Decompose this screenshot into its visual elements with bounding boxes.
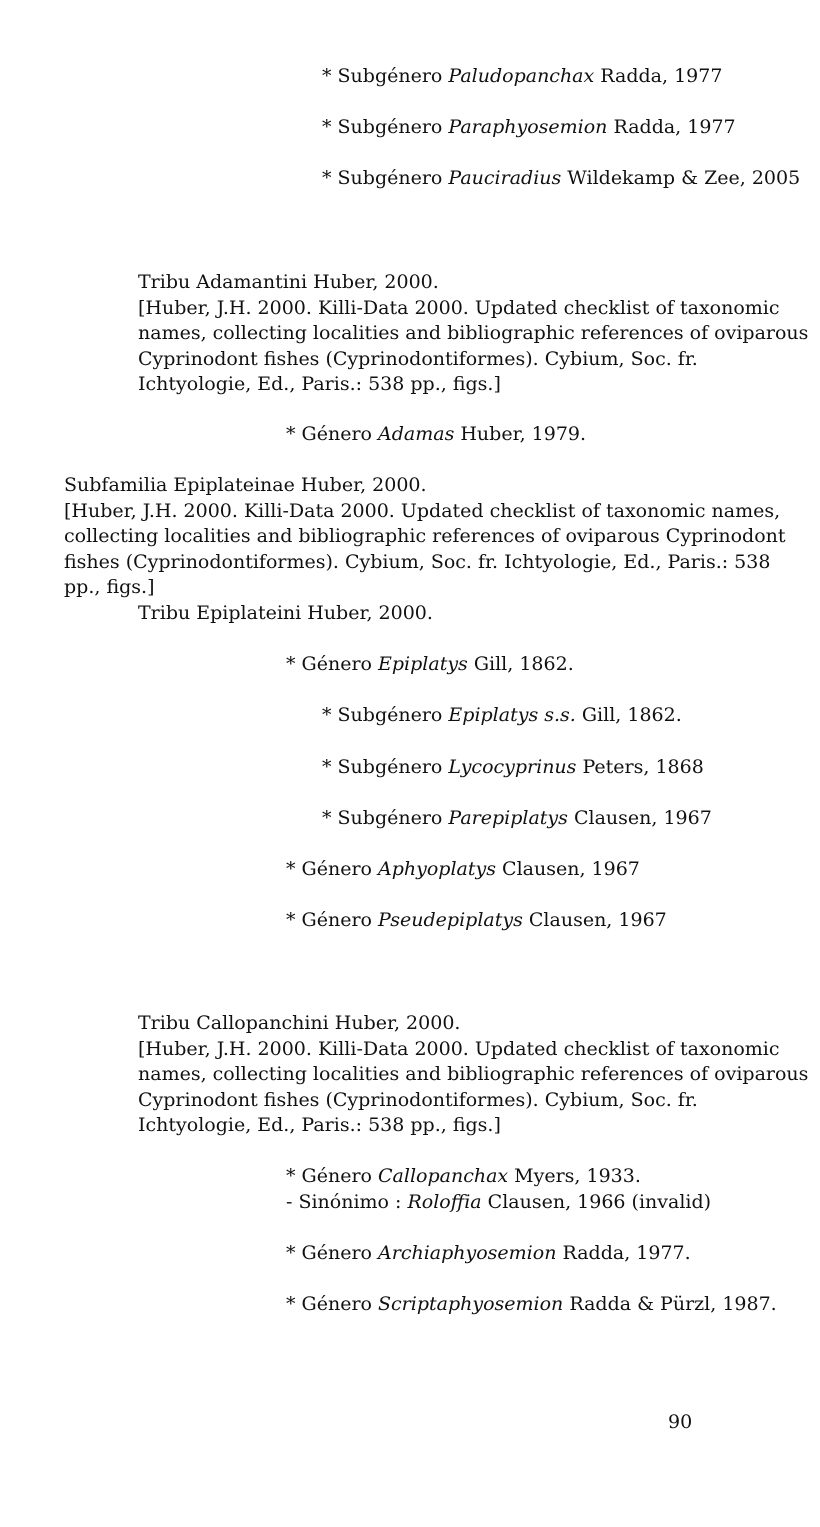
taxon-prefix: * Género [286,1242,379,1264]
taxon-author: Clausen, 1967 [522,909,667,931]
taxon-author: Gill, 1862. [467,653,574,675]
taxon-name: Archiaphyosemion [378,1242,557,1264]
taxon-author: Clausen, 1967 [567,807,712,829]
taxon-author: Radda, 1977 [594,65,723,87]
taxon-entry [322,115,736,141]
subfamily-block-epiplateinae [64,473,804,601]
taxon-entry [286,652,574,678]
taxon-name: Parepiplatys [448,807,568,829]
taxon-entry [286,422,586,448]
synonym-name: Roloffia [407,1191,482,1213]
taxon-author: Radda & Pürzl, 1987. [563,1293,777,1315]
synonym-entry [286,1190,711,1216]
taxon-author: Huber, 1979. [454,423,587,445]
taxon-name: Adamas [378,423,455,445]
bibliographic-reference: [Huber, J.H. 2000. Killi-Data 2000. Updated checklist of taxonomic names, collecting localities and bibliographic references of oviparous Cyprinodont fishes (Cyprinodontiformes). Cybium, Soc. fr. Ichtyologie, Ed., Paris.: 538 pp., figs.] [138,296,809,396]
taxon-author: Wildekamp & Zee, 2005 [561,167,801,189]
taxon-name: Lycocyprinus [448,756,577,778]
tribe-block-callopanchini [138,1011,814,1139]
tribe-block-adamantini [138,270,814,398]
taxon-prefix: * Subgénero [322,167,449,189]
taxon-name: Paraphyosemion [448,116,608,138]
taxon-prefix: * Subgénero [322,807,449,829]
taxon-entry [286,908,667,934]
taxon-prefix: * Género [286,1165,379,1187]
taxon-entry [286,857,640,883]
taxon-name: Pauciradius [448,167,562,189]
taxon-author: Peters, 1868 [576,756,704,778]
taxon-prefix: * Género [286,653,379,675]
taxon-prefix: * Género [286,1293,379,1315]
taxon-author: Clausen, 1967 [496,858,640,880]
taxon-prefix: * Subgénero [322,65,449,87]
page-number: 90 [668,1411,693,1433]
tribe-heading: Tribu Epiplateini Huber, 2000. [138,602,433,624]
tribe-heading: Tribu Adamantini Huber, 2000. [138,271,439,293]
taxon-author: Radda, 1977. [556,1242,691,1264]
synonym-author: Clausen, 1966 (invalid) [481,1191,712,1213]
taxon-prefix: * Género [286,423,379,445]
taxon-prefix: * Subgénero [322,704,449,726]
taxon-prefix: * Género [286,858,379,880]
taxon-name: Scriptaphyosemion [378,1293,564,1315]
bibliographic-reference: [Huber, J.H. 2000. Killi-Data 2000. Updated checklist of taxonomic names, collecting localities and bibliographic references of oviparous Cyprinodont fishes (Cyprinodontiformes). Cybium, Soc. fr. Ichtyologie, Ed., Paris.: 538 pp., figs.] [138,1037,809,1137]
taxon-entry [322,166,800,192]
taxon-prefix: * Subgénero [322,756,449,778]
taxon-author: Gill, 1862. [575,704,682,726]
taxon-entry [322,703,682,729]
taxon-name: Aphyoplatys [378,858,496,880]
bibliographic-reference: [Huber, J.H. 2000. Killi-Data 2000. Updated checklist of taxonomic names, collecting localities and bibliographic references of oviparous Cyprinodont fishes (Cyprinodontiformes). Cybium, Soc. fr. Ichtyologie, Ed., Paris.: 538 pp., figs.] [64,499,786,599]
taxon-author: Radda, 1977 [607,116,736,138]
taxon-author: Myers, 1933. [508,1165,641,1187]
taxon-entry [322,64,722,90]
taxon-entry [286,1164,641,1190]
taxon-entry [322,755,704,781]
taxon-name: Paludopanchax [448,65,595,87]
taxon-prefix: * Género [286,909,379,931]
taxon-prefix: * Subgénero [322,116,449,138]
synonym-prefix: - Sinónimo : [286,1191,408,1213]
subfamily-heading: Subfamilia Epiplateinae Huber, 2000. [64,474,427,496]
taxon-entry [286,1241,691,1267]
taxon-name: Epiplatys [378,653,468,675]
taxon-name: Pseudepiplatys [378,909,523,931]
taxon-name: Callopanchax [378,1165,509,1187]
tribe-heading: Tribu Callopanchini Huber, 2000. [138,1012,461,1034]
taxon-name: Epiplatys s.s. [448,704,576,726]
taxon-entry [286,1292,777,1318]
taxon-entry [322,806,712,832]
